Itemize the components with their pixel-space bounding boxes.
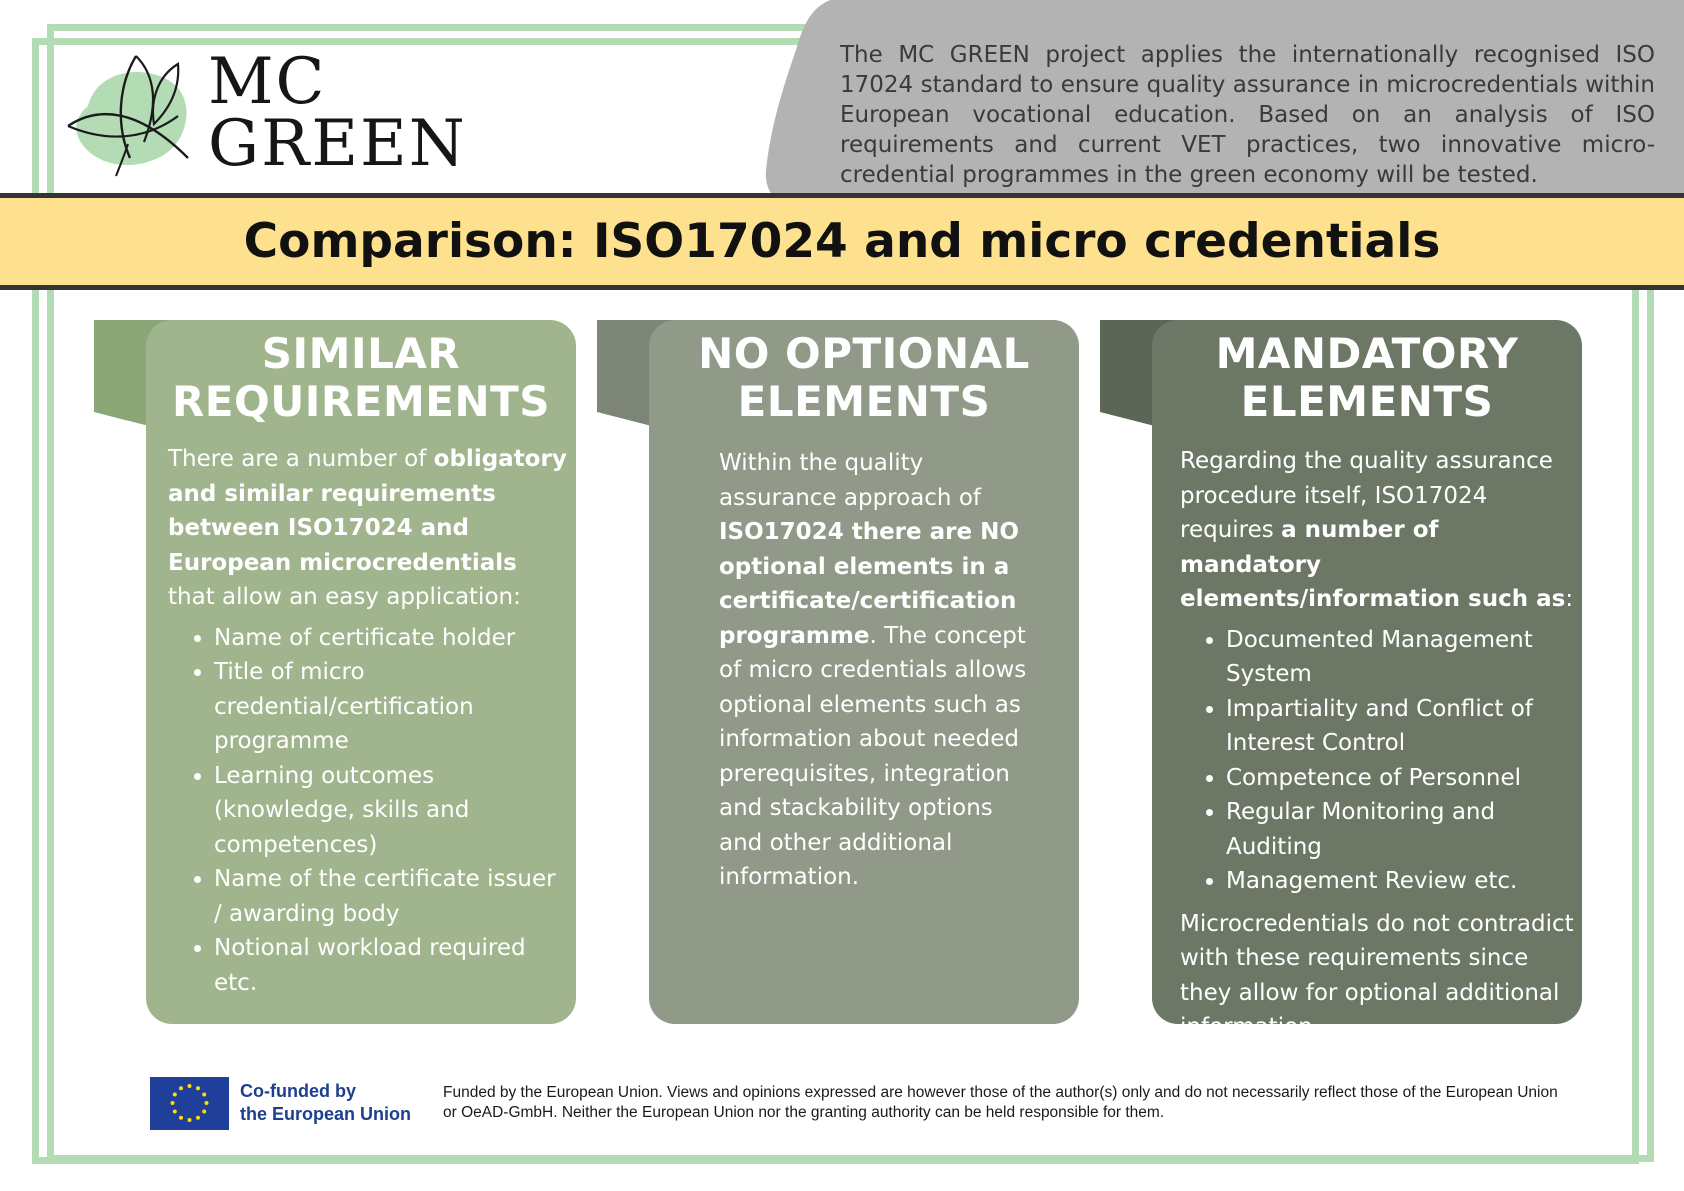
- logo-text-mc: MC: [208, 45, 327, 119]
- text-run: that allow an easy application:: [168, 584, 521, 610]
- eu-label-line: Co-funded by: [240, 1081, 356, 1101]
- card-panel: [146, 320, 576, 1024]
- text-run: There are a number of: [168, 446, 434, 472]
- project-intro-text: The MC GREEN project applies the internationally recognised ISO 17024 standard to ensure quality assurance in microcredentials within European vocational education. Based on an analysis of ISO requirements and current VET practices, two innovative micro-credential programmes in the green economy will be tested.: [840, 42, 1655, 188]
- logo-text-green: GREEN: [208, 107, 467, 181]
- bold-text-run: obligatory and similar requirements between ISO17024 and European microcredentials: [168, 446, 567, 576]
- title-band: [0, 193, 1684, 290]
- card-title: [146, 330, 576, 426]
- list-item: • Name of the certificate issuer / awarding body: [214, 862, 568, 931]
- card-panel: [1152, 320, 1582, 1040]
- card-similar-requirements: [94, 320, 576, 1024]
- card-title-line: MANDATORY: [1215, 329, 1519, 378]
- card-title-line: SIMILAR: [261, 329, 461, 378]
- eu-label-line: the European Union: [240, 1104, 411, 1124]
- card-intro: [168, 442, 568, 615]
- card-title-line: ELEMENTS: [1240, 377, 1494, 426]
- bold-text-run: ISO17024 there are NO optional elements in a certificate/certification programme: [719, 519, 1019, 649]
- card-body: [719, 446, 1039, 895]
- card-no-optional-elements: [597, 320, 1079, 1024]
- card-title: [1152, 330, 1582, 426]
- card-intro: [1180, 444, 1575, 617]
- card-title-line: NO OPTIONAL: [698, 329, 1030, 378]
- list-item: • Learning outcomes (knowledge, skills and competences): [214, 759, 568, 863]
- page-title: Comparison: ISO17024 and micro credentials: [243, 214, 1441, 269]
- card-body: [168, 442, 568, 1000]
- list-item: • Documented Management System: [1226, 623, 1575, 692]
- eu-cofunded-label: [240, 1080, 411, 1126]
- bold-text-run: a number of mandatory elements/information such as: [1180, 517, 1566, 612]
- list-item: • Name of certificate holder: [214, 621, 568, 656]
- card-body: [1180, 444, 1575, 1045]
- text-run: Regarding the quality assurance procedure itself, ISO17024 requires: [1180, 448, 1553, 543]
- funding-disclaimer: Funded by the European Union. Views and opinions expressed are however those of the author(s) only and do not necessarily reflect those of the European Union or OeAD-GmbH. Neither the European Union nor the granting authority can be held responsible for them.: [443, 1084, 1558, 1121]
- text-run: :: [1565, 586, 1574, 612]
- list-item: • Impartiality and Conflict of Interest Control: [1226, 692, 1575, 761]
- card-title-line: ELEMENTS: [737, 377, 991, 426]
- card-outro: Microcredentials do not contradict with these requirements since they allow for optional additional information.: [1180, 910, 1574, 1040]
- mc-green-logo: [58, 45, 467, 182]
- leaf-logo-icon: [58, 46, 208, 182]
- list-item: • Competence of Personnel: [1226, 761, 1575, 796]
- text-run: Within the quality assurance approach of: [719, 450, 981, 511]
- list-item: • Management Review etc.: [1226, 864, 1575, 899]
- text-run: . The concept of micro credentials allows optional elements such as information about needed prerequisites, integration and stackability options and other additional information.: [719, 622, 1027, 890]
- list-item: • Title of micro credential/certification programme: [214, 655, 568, 759]
- card-mandatory-elements: [1100, 320, 1582, 1040]
- card-panel: [649, 320, 1079, 1024]
- list-item: • Regular Monitoring and Auditing: [1226, 795, 1575, 864]
- requirements-list: [168, 621, 568, 1001]
- mandatory-elements-list: [1180, 623, 1575, 899]
- eu-flag-icon: [150, 1077, 229, 1130]
- card-title-line: REQUIREMENTS: [171, 377, 551, 426]
- card-title: [649, 330, 1079, 426]
- card-text: [719, 446, 1039, 895]
- list-item: • Notional workload required etc.: [214, 931, 568, 1000]
